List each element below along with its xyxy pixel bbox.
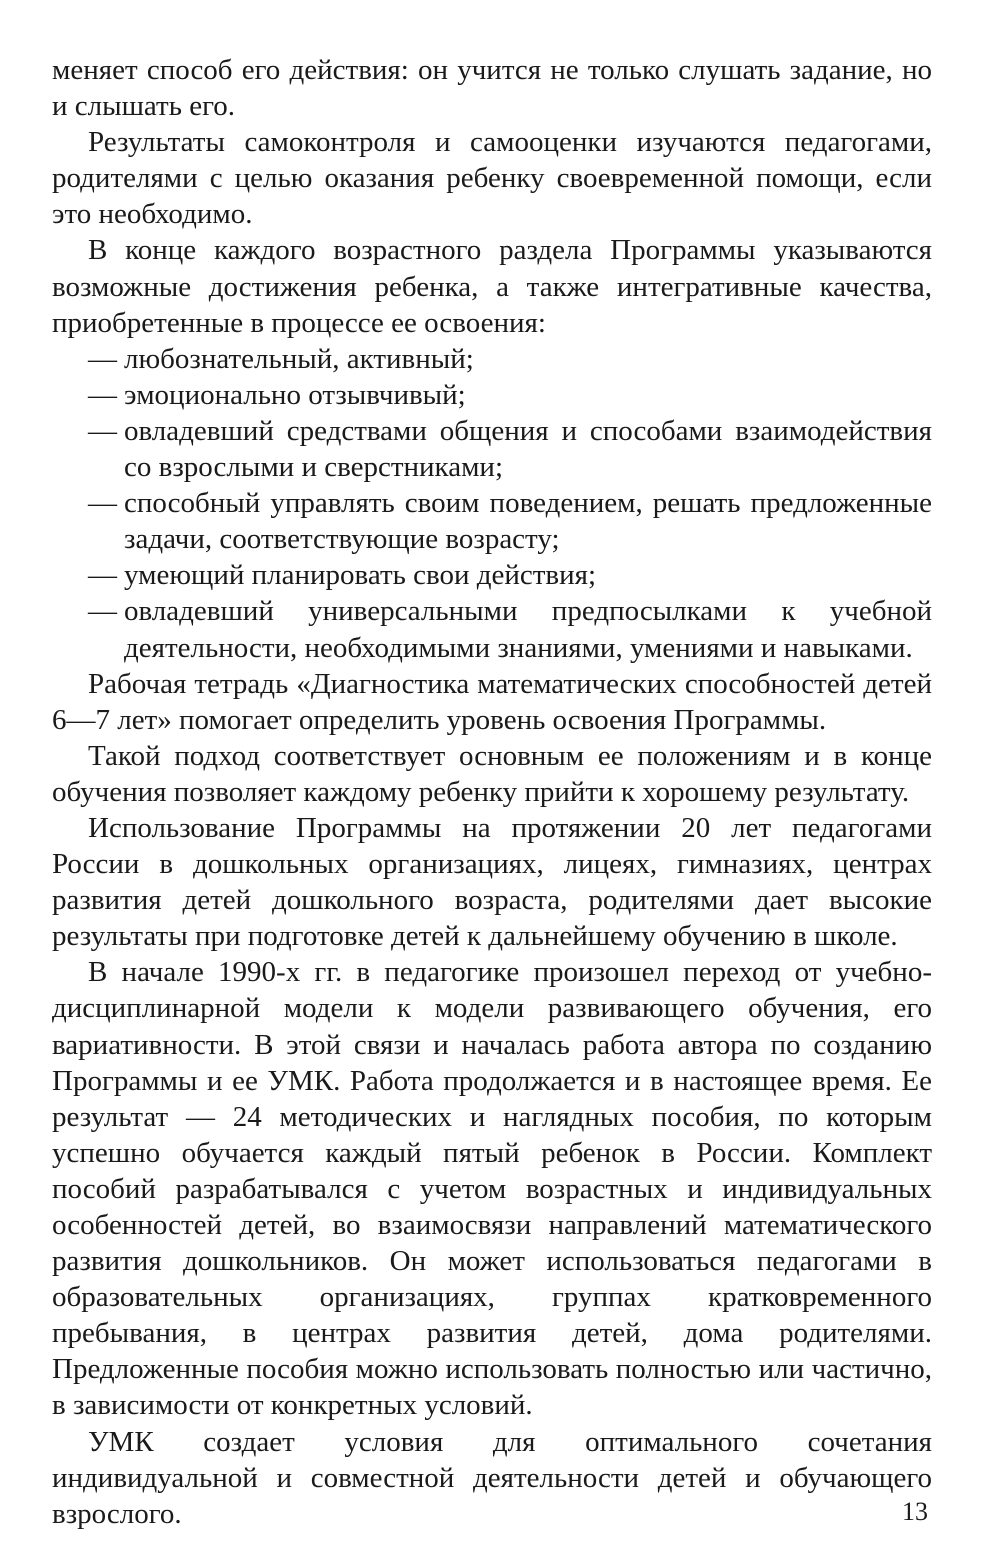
- paragraph-intro: меняет способ его действия: он учится не только слушать задание, но и слышать его.: [52, 54, 932, 123]
- list-item-text: эмоционально отзывчивый;: [124, 378, 466, 411]
- dash-marker: —: [88, 342, 117, 375]
- dash-marker: —: [88, 559, 117, 592]
- list-item: [52, 485, 932, 557]
- paragraph-age-section: В конце каждого возрастного раздела Программы указываются возможные достижения ребенка, а также интегративные качества, приобретенные в процессе ее освоения:: [52, 234, 932, 339]
- list-item: [52, 341, 932, 377]
- page-number: 13: [902, 1497, 928, 1526]
- list-item-text: овладевший универсальными предпосылками к учебной деятельности, необходимыми знаниями, умениями и навыками.: [124, 595, 932, 664]
- dash-marker: —: [88, 414, 117, 447]
- qualities-list: [52, 341, 932, 666]
- paragraph-self-control: Результаты самоконтроля и самооценки изучаются педагогами, родителями с целью оказания ребенку своевременной помощи, если это необходимо.: [52, 126, 932, 231]
- list-item-text: любознательный, активный;: [124, 342, 474, 375]
- list-item-text: овладевший средствами общения и способами взаимодействия со взрослыми и сверстниками;: [124, 414, 932, 484]
- paragraph-approach: Такой подход соответствует основным ее положениям и в конце обучения позволяет каждому ребенку прийти к хорошему результату.: [52, 739, 932, 808]
- dash-marker: —: [88, 378, 117, 411]
- dash-marker: —: [88, 595, 117, 628]
- paragraph-umk: УМК создает условия для оптимального сочетания индивидуальной и совместной деятельности детей и обучающего взрослого.: [52, 1425, 932, 1530]
- paragraph-usage: Использование Программы на протяжении 20 лет педагогами России в дошкольных организациях, лицеях, гимназиях, центрах развития детей дошкольного возраста, родителями дает высокие результаты при подготовке детей к дальнейшему обучению в школе.: [52, 811, 932, 953]
- list-item: [52, 377, 932, 413]
- dash-marker: —: [88, 487, 117, 520]
- list-item: [52, 413, 932, 485]
- paragraph-workbook: Рабочая тетрадь «Диагностика математических способностей детей 6—7 лет» помогает определить уровень освоения Программы.: [52, 667, 932, 736]
- list-item: [52, 593, 932, 665]
- list-item: [52, 557, 932, 593]
- list-item-text: способный управлять своим поведением, решать предложенные задачи, соответствующие возрасту;: [124, 487, 932, 556]
- paragraph-history: В начале 1990-х гг. в педагогике произошел переход от учебно-дисциплинарной модели к модели развивающего обучения, его вариативности. В этой связи и началась работа автора по созданию Программы и ее УМК. Работа продолжается и в настоящее время. Ее результат — 24 методических и наглядных пособия, по которым успешно обучается каждый пятый ребенок в России. Комплект пособий разрабатывался с учетом возрастных и индивидуальных особенностей детей, во взаимосвязи направлений математического развития дошкольников. Он может использоваться педагогами в образовательных организациях, группах кратковременного пребывания, в центрах развития детей, дома родителями. Предложенные пособия можно использовать полностью или частично, в зависимости от конкретных условий.: [52, 956, 932, 1422]
- list-item-text: умеющий планировать свои действия;: [124, 559, 597, 592]
